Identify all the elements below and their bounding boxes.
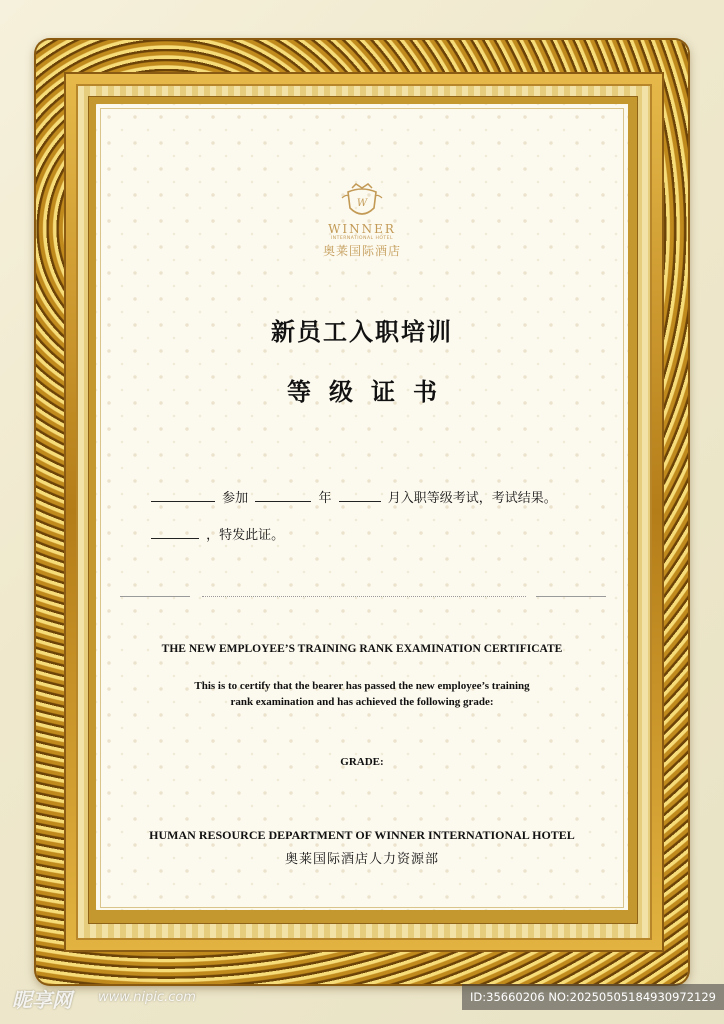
body-line-1 [148, 487, 557, 506]
participate-text: 参加 [222, 491, 249, 506]
month-blank [339, 487, 381, 502]
divider-left [120, 596, 190, 597]
watermark-url: www.nipic.com [98, 990, 196, 1005]
name-blank [151, 487, 215, 502]
english-body-line-2: rank examination and has achieved the following grade: [230, 696, 494, 708]
svg-text:W: W [356, 198, 368, 209]
brand-name: WINNER [328, 222, 396, 236]
body-line-2 [148, 524, 284, 543]
crest-icon [340, 182, 384, 222]
certificate-title: 新员工入职培训 [271, 317, 453, 346]
watermark-id: ID:35660206 NO:20250505184930972129 [462, 984, 724, 1010]
divider-center [202, 596, 526, 597]
grade-label: GRADE: [340, 756, 384, 768]
certificate-subtitle: 等级证书 [287, 377, 455, 406]
issue-text: ，特发此证。 [206, 528, 285, 543]
divider-right [536, 596, 606, 597]
exam-text: 月入职等级考试，考试结果。 [387, 491, 557, 506]
result-blank [151, 524, 199, 539]
brand-subtitle: INTERNATIONAL HOTEL [330, 236, 394, 241]
department-chinese: 奥莱国际酒店人力资源部 [284, 852, 439, 867]
brand-name-cn: 奥莱国际酒店 [322, 244, 401, 258]
hotel-logo [312, 182, 412, 259]
department-english: HUMAN RESOURCE DEPARTMENT OF WINNER INTERNATIONAL HOTEL [149, 828, 575, 842]
english-title: THE NEW EMPLOYEE’S TRAINING RANK EXAMINATION CERTIFICATE [161, 643, 563, 655]
year-blank [255, 487, 311, 502]
year-text: 年 [318, 491, 332, 506]
watermark-site-name: 昵享网 [12, 988, 72, 1012]
english-body-line-1: This is to certify that the bearer has passed the new employee’s training [194, 680, 530, 692]
